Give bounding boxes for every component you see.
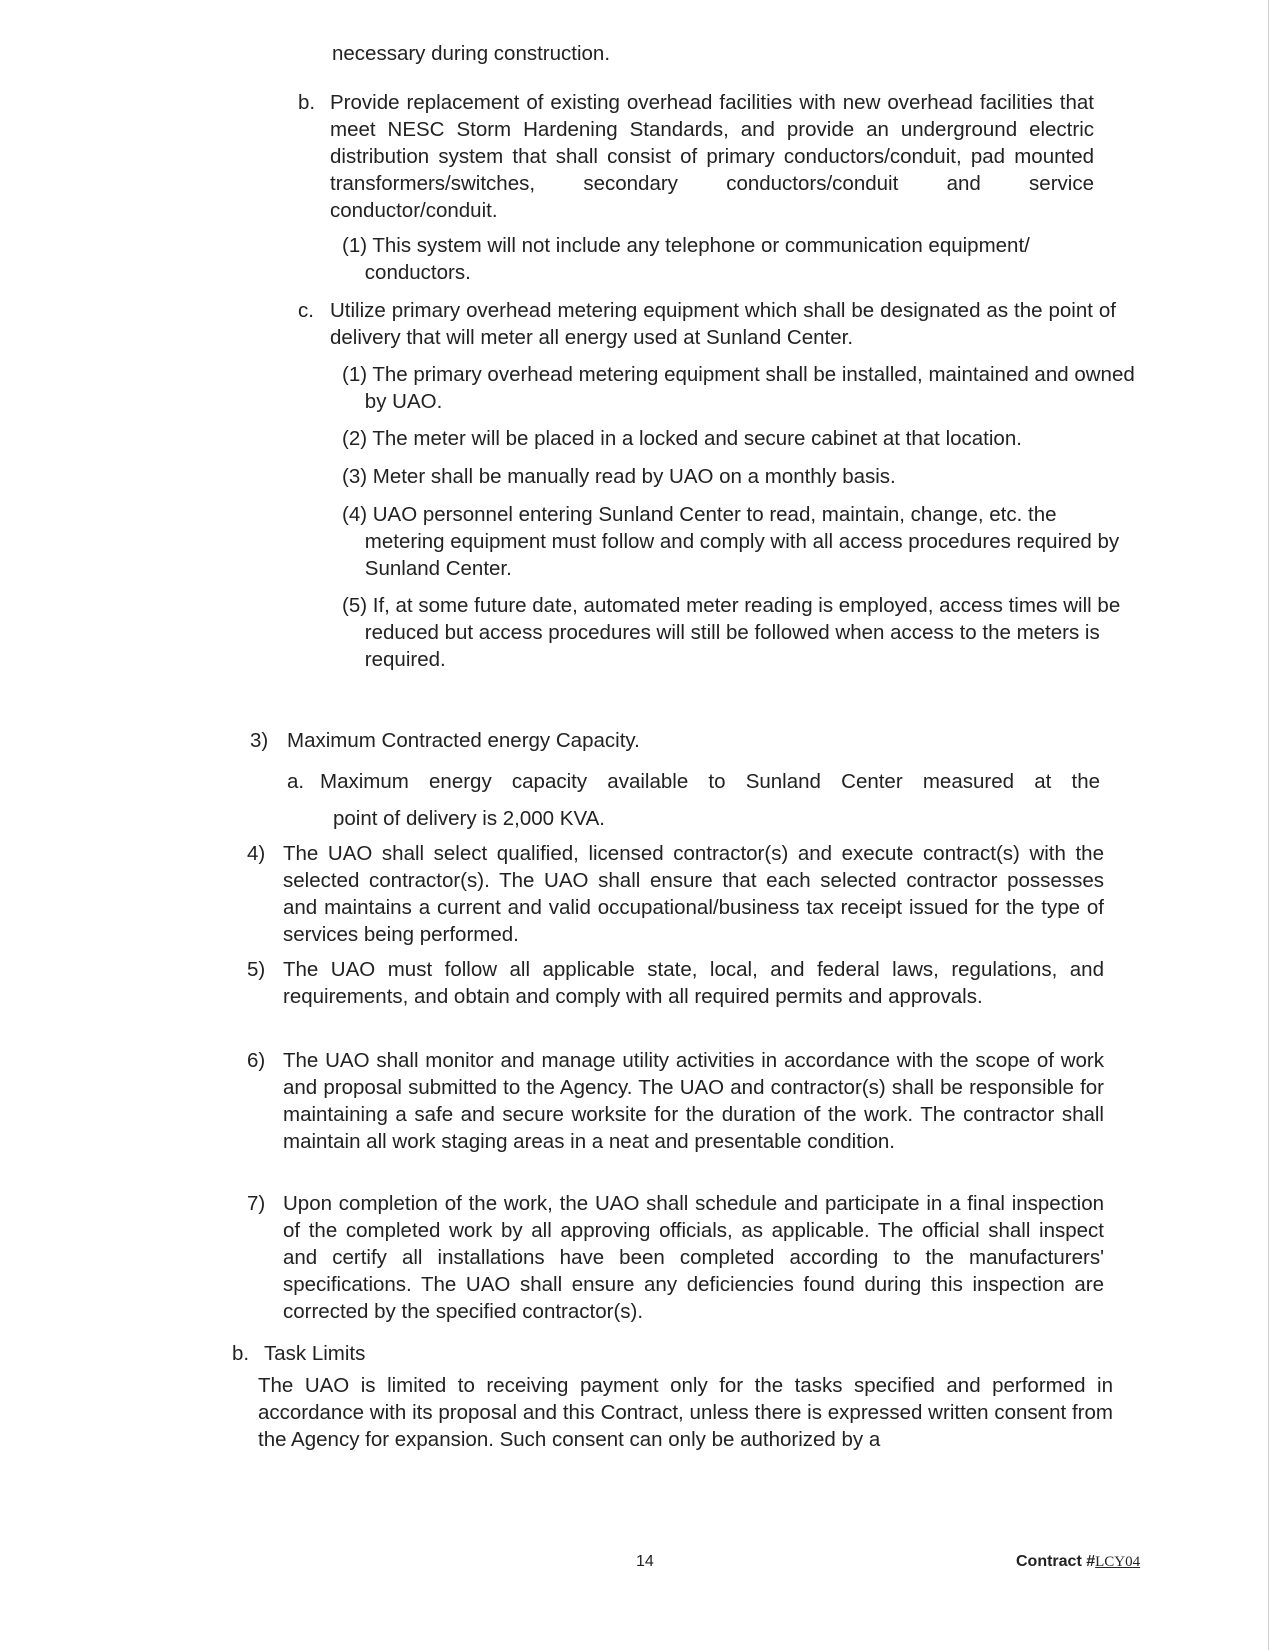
contract-label: Contract # xyxy=(1016,1553,1096,1570)
list-subitem-c5: (5) If, at some future date, automated meter reading is employed, access times will be reduced but access procedures will still be followed when access to the meters is required. xyxy=(342,594,1121,671)
list-item-b xyxy=(298,89,1094,224)
list-subitem-c4: (4) UAO personnel entering Sunland Center to read, maintain, change, etc. the metering equipment must follow and comply with all access procedures required by Sunland Center. xyxy=(342,503,1120,580)
list-item-c xyxy=(298,297,1116,351)
list-marker: 7) xyxy=(247,1192,266,1215)
list-marker: 5) xyxy=(247,958,266,981)
task-limits-heading xyxy=(232,1340,366,1367)
list-marker: b. xyxy=(298,91,316,114)
list-marker: 3) xyxy=(250,729,269,752)
list-subitem-c1: (1) The primary overhead metering equipment shall be installed, maintained and owned by UAO. xyxy=(342,363,1135,413)
list-subitem-c2: (2) The meter will be placed in a locked and secure cabinet at that location. xyxy=(342,427,1022,450)
task-limits-paragraph: The UAO is limited to receiving payment only for the tasks specified and performed in accordance with its proposal and this Contract, unless there is expressed written consent from the Agency for expansion. Such consent can only be authorized by a xyxy=(258,1374,1113,1451)
scan-edge-line xyxy=(1268,0,1269,1650)
list-subitem-b1: (1) This system will not include any telephone or communication equipment/ conductors. xyxy=(342,234,1030,284)
list-marker: 4) xyxy=(247,842,266,865)
list-subitem-c3: (3) Meter shall be manually read by UAO on a monthly basis. xyxy=(342,465,896,488)
list-marker: b. xyxy=(232,1342,250,1365)
list-marker: 6) xyxy=(247,1049,266,1072)
list-item-text: The UAO must follow all applicable state, local, and federal laws, regulations, and requirements, and obtain and comply with all required permits and approvals. xyxy=(283,958,1104,1008)
list-item-text: Utilize primary overhead metering equipment which shall be designated as the point of delivery that will meter all energy used at Sunland Center. xyxy=(330,299,1116,349)
numbered-item-3 xyxy=(250,727,640,754)
list-marker: a. xyxy=(287,770,305,793)
contract-code: LCY04 xyxy=(1095,1554,1141,1570)
list-marker: c. xyxy=(298,299,314,322)
page-number: 14 xyxy=(636,1553,654,1570)
intro-continuation: necessary during construction. xyxy=(332,42,611,65)
list-item-text: The UAO shall select qualified, licensed contractor(s) and execute contract(s) with the selected contractor(s). The UAO shall ensure that each selected contractor possesses and maintains a current and valid occupational/business tax receipt issued for the type of services being performed. xyxy=(283,842,1104,946)
list-item-text: Upon completion of the work, the UAO shall schedule and participate in a final inspection of the completed work by all approving officials, as applicable. The official shall inspect and certify all installations have been completed according to the manufacturers' specifications. The UAO shall ensure any deficiencies found during this inspection are corrected by the specified contractor(s). xyxy=(283,1192,1104,1323)
numbered-item-5 xyxy=(247,956,1104,1010)
numbered-item-6 xyxy=(247,1047,1104,1155)
numbered-item-4 xyxy=(247,840,1104,948)
numbered-item-3-sub-a: a. Maximum energy capacity available to Sunland Center measured at the xyxy=(287,770,1100,793)
list-item-text: Maximum Contracted energy Capacity. xyxy=(287,729,640,752)
numbered-item-7 xyxy=(247,1190,1104,1325)
numbered-item-3-sub-a-continued: point of delivery is 2,000 KVA. xyxy=(333,807,605,830)
section-heading: Task Limits xyxy=(264,1342,366,1365)
list-item-text: Provide replacement of existing overhead facilities with new overhead facilities that meet NESC Storm Hardening Standards, and provide an underground electric distribution system that shall consist of primary conductors/conduit, pad mounted transformers/switches, secondary conductors/conduit and service conductor/conduit. xyxy=(330,91,1094,222)
list-item-text: The UAO shall monitor and manage utility activities in accordance with the scope of work and proposal submitted to the Agency. The UAO and contractor(s) shall be responsible for maintaining a safe and secure worksite for the duration of the work. The contractor shall maintain all work staging areas in a neat and presentable condition. xyxy=(283,1049,1104,1153)
contract-number xyxy=(1016,1553,1140,1571)
